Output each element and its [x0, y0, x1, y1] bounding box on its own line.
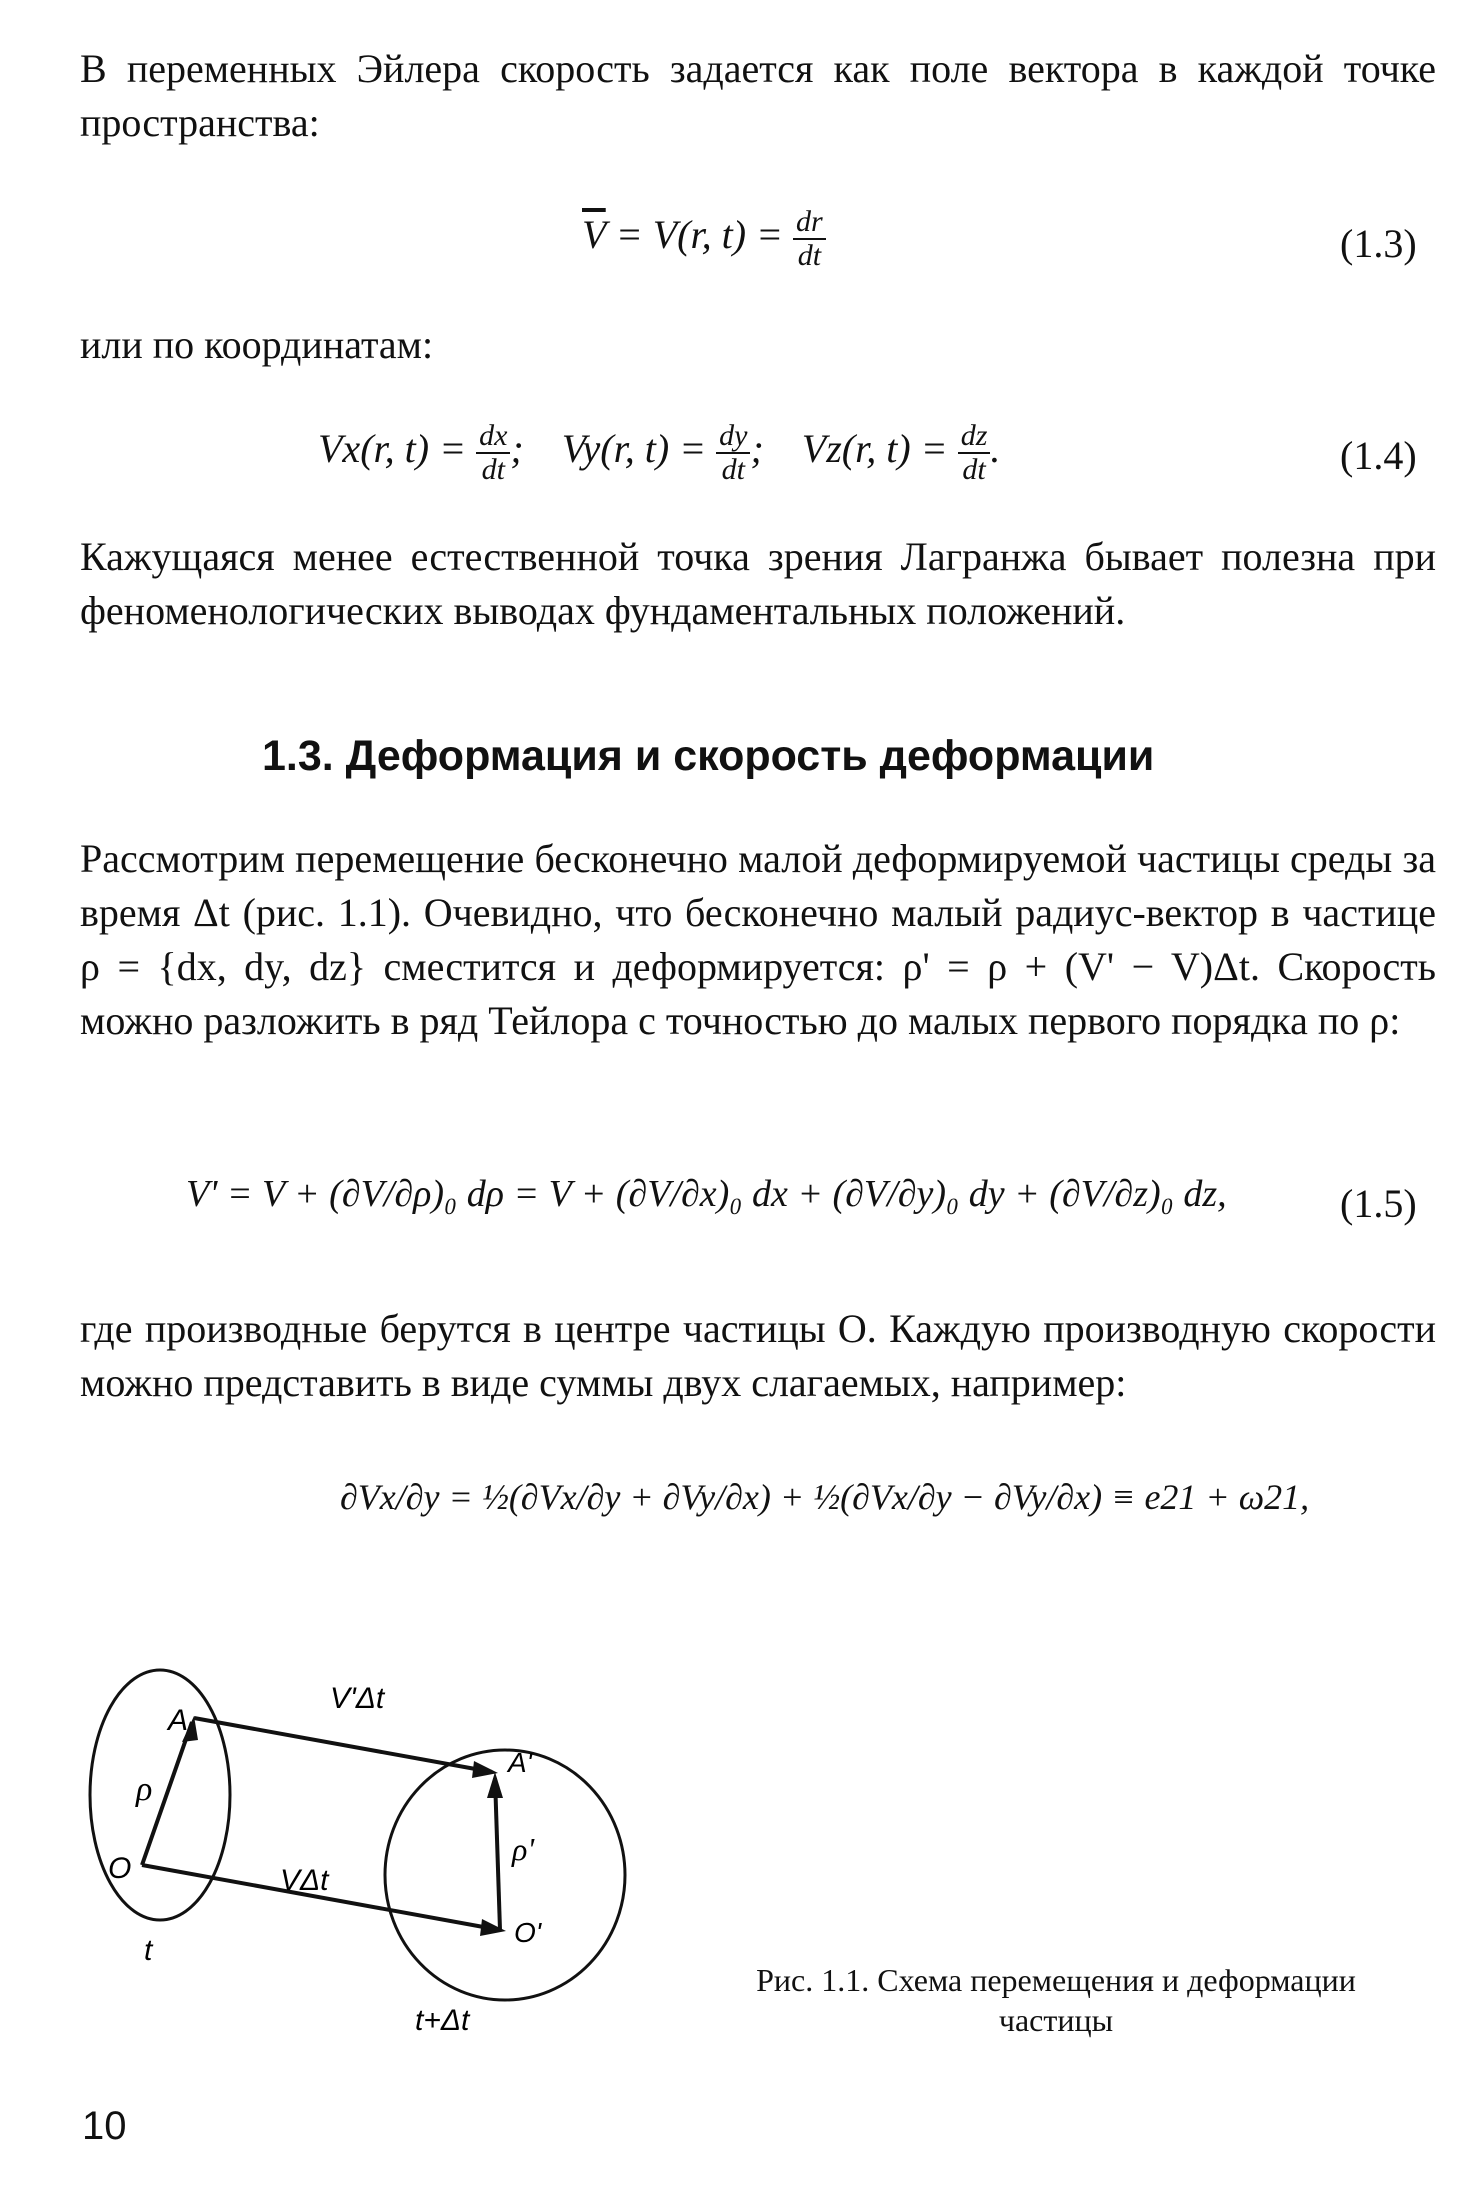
- paragraph-coordinates: или по координатам:: [80, 322, 434, 367]
- equation-middle: = V(r, t) =: [605, 212, 794, 258]
- separator: .: [990, 426, 1001, 472]
- figure-caption-line-2: частицы: [998, 2002, 1114, 2038]
- fraction-dy-dt: [716, 420, 750, 486]
- fraction-numerator: dy: [716, 420, 750, 454]
- term-vy: Vy(r, t) =: [561, 426, 717, 472]
- fraction-denominator: dt: [962, 453, 986, 486]
- rho-prime-vector: [495, 1778, 500, 1930]
- velocity-symbol: $\overline{V}$: [582, 212, 606, 258]
- equation-number-1-3: (1.3): [1340, 221, 1417, 266]
- label-t: t: [144, 1934, 153, 1967]
- label-o-prime: O': [514, 1917, 542, 1948]
- paragraph-derivatives: где производные берутся в центре частицы O. Каждую производную скорости можно представить в виде суммы двух слагаемых, например:: [80, 1306, 1436, 1405]
- fraction-dx-dt: [476, 420, 510, 486]
- section-heading: 1.3. Деформация и скорость деформации: [262, 732, 1155, 780]
- rho-prime-arrowhead: [487, 1772, 503, 1798]
- label-v-prime-dt: V'Δt: [330, 1682, 385, 1715]
- term-vx: Vx(r, t) =: [318, 426, 477, 472]
- equation-number-1-4: (1.4): [1340, 433, 1417, 478]
- label-rho: ρ: [136, 1771, 153, 1808]
- figure-caption-line-1: Рис. 1.1. Схема перемещения и деформации: [756, 1962, 1356, 1998]
- label-a-prime: A': [508, 1747, 533, 1778]
- fraction-numerator: dz: [958, 420, 991, 454]
- fraction-numerator: dr: [793, 206, 826, 240]
- fraction-numerator: dx: [476, 420, 510, 454]
- label-rho-prime: ρ': [512, 1831, 535, 1867]
- fraction-dr-dt: [793, 206, 826, 272]
- v-dt-arrowhead: [480, 1919, 506, 1936]
- equation-1-4: [318, 420, 1000, 486]
- fraction-denominator: dt: [797, 239, 822, 272]
- label-a: A: [168, 1704, 189, 1737]
- particle-ellipse-t-dt: [385, 1750, 625, 2000]
- paragraph-euler: В переменных Эйлера скорость задается как поле вектора в каждой точке пространства:: [80, 46, 1436, 145]
- label-v-dt: VΔt: [280, 1864, 329, 1897]
- page-number: 10: [82, 2104, 127, 2148]
- fraction-denominator: dt: [481, 453, 505, 486]
- fraction-denominator: dt: [721, 453, 745, 486]
- equation-decomposition: ∂Vx/∂y = ½(∂Vx/∂y + ∂Vy/∂x) + ½(∂Vx/∂y − ∂Vy/∂x) ≡ e21 + ω21,: [340, 1477, 1310, 1517]
- figure-particle-scheme: [80, 1660, 640, 2060]
- term-vz: Vz(r, t) =: [801, 426, 958, 472]
- label-t-plus-dt: t+Δt: [415, 2004, 470, 2037]
- equation-number-1-5: (1.5): [1340, 1181, 1417, 1226]
- fraction-dz-dt: [958, 420, 991, 486]
- v-prime-dt-vector: [194, 1718, 492, 1772]
- separator: ;: [750, 426, 764, 472]
- figure-caption: [676, 1960, 1436, 2040]
- equation-1-5: V' = V + (∂V/∂ρ)₀ dρ = V + (∂V/∂x)₀ dx + (∂V/∂y)₀ dy + (∂V/∂z)₀ dz,: [186, 1173, 1227, 1215]
- paragraph-displacement: Рассмотрим перемещение бесконечно малой деформируемой частицы среды за время Δt (рис. 1.1). Очевидно, что бесконечно малый радиус-вектор в частице ρ = {dx, dy, dz} сместится и деформируется: ρ' = ρ + (V' − V)Δt. Скорость можно разложить в ряд Тейлора с точностью до малых первого порядка по ρ:: [80, 836, 1436, 1043]
- separator: ;: [510, 426, 524, 472]
- equation-1-3: [582, 206, 826, 272]
- label-o: O: [108, 1852, 132, 1885]
- paragraph-lagrange: Кажущаяся менее естественной точка зрения Лагранжа бывает полезна при феноменологических выводах фундаментальных положений.: [80, 534, 1436, 633]
